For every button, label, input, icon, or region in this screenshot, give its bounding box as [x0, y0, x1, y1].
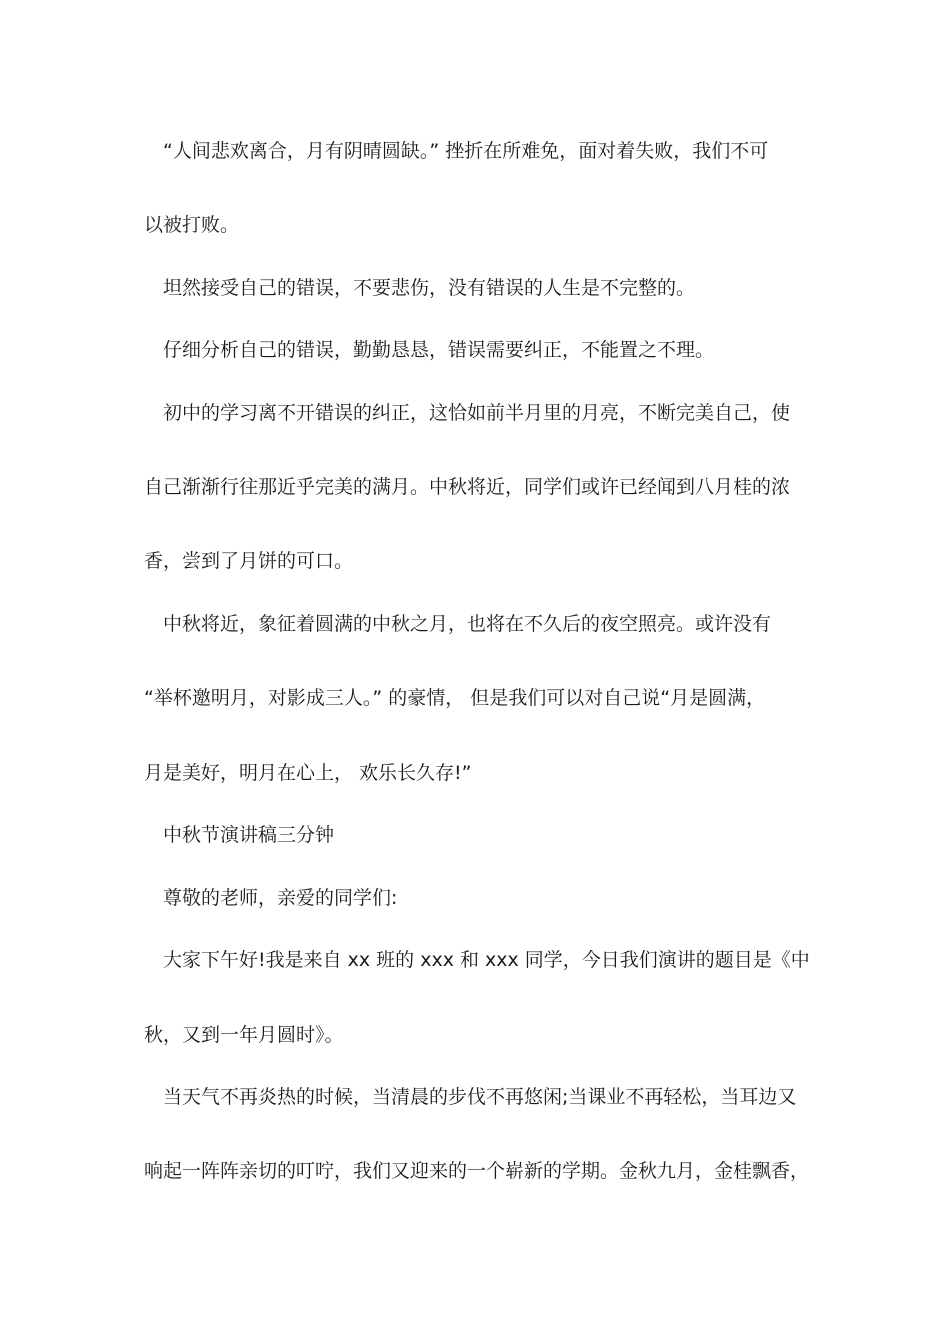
paragraph-line: 坦然接受自己的错误，不要悲伤，没有错误的人生是不完整的。: [163, 277, 696, 299]
paragraph-line: 响起一阵阵亲切的叮咛，我们又迎来的一个崭新的学期。金秋九月，金桂飘香，: [144, 1160, 810, 1182]
paragraph-line: 当天气不再炎热的时候，当清晨的步伐不再悠闲;当课业不再轻松，当耳边又: [163, 1086, 797, 1108]
paragraph-line: 自己渐渐行往那近乎完美的满月。中秋将近，同学们或许已经闻到八月桂的浓: [144, 476, 791, 498]
paragraph-line: 初中的学习离不开错误的纠正，这恰如前半月里的月亮，不断完美自己，使: [163, 402, 791, 424]
salutation-line: 尊敬的老师，亲爱的同学们:: [163, 887, 398, 909]
paragraph-line: “举杯邀明月，对影成三人。” 的豪情， 但是我们可以对自己说“月是圆满，: [144, 687, 766, 709]
paragraph-line: 中秋将近，象征着圆满的中秋之月，也将在不久后的夜空照亮。或许没有: [163, 613, 772, 635]
paragraph-line: 大家下午好!我是来自 xx 班的 xxx 和 xxx 同学，今日我们演讲的题目是《中: [163, 949, 810, 971]
paragraph-line: 以被打败。: [144, 214, 240, 236]
section-heading: 中秋节演讲稿三分钟: [163, 824, 335, 846]
paragraph-line: 月是美好，明月在心上， 欢乐长久存!”: [144, 762, 472, 784]
paragraph-line: 香，尝到了月饼的可口。: [144, 550, 354, 572]
paragraph-line: 秋，又到一年月圆时》。: [144, 1024, 344, 1046]
paragraph-line: 仔细分析自己的错误，勤勤恳恳，错误需要纠正，不能置之不理。: [163, 339, 715, 361]
paragraph-line: “人间悲欢离合，月有阴晴圆缺。” 挫折在所难免，面对着失败，我们不可: [163, 140, 769, 162]
